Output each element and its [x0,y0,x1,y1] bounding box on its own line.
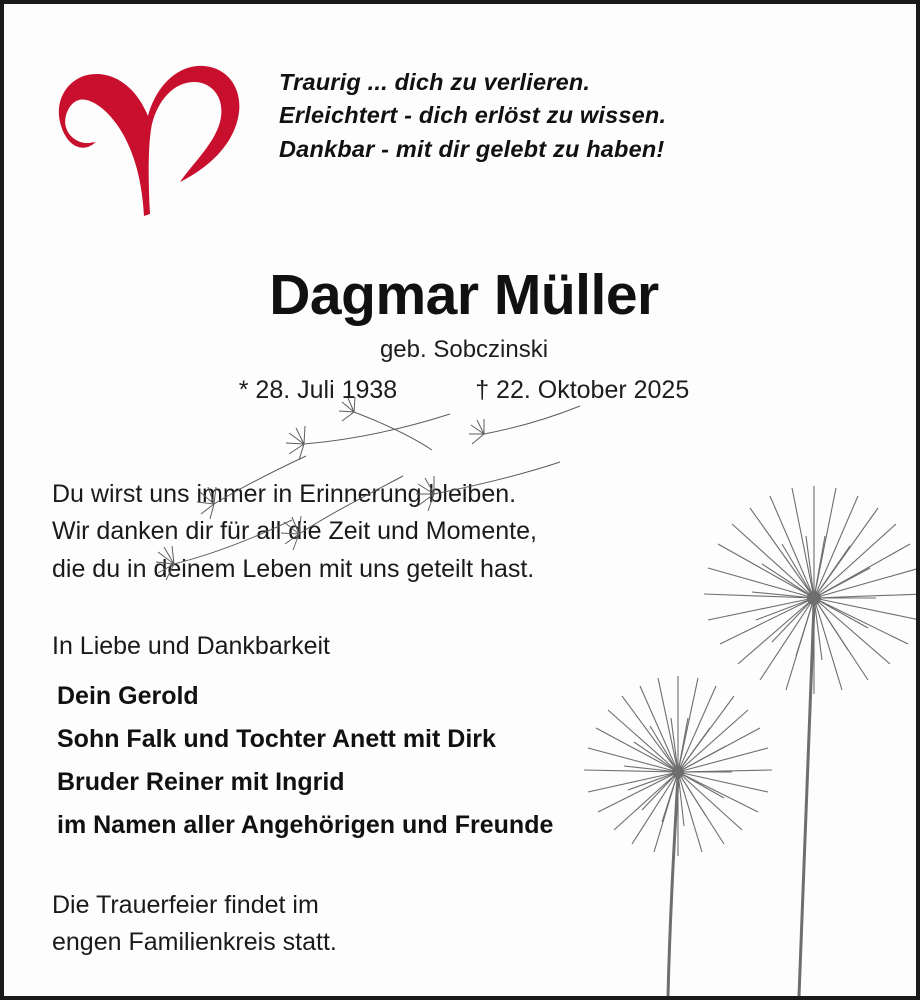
family-line: Dein Gerold [57,682,199,710]
birth-date: * 28. Juli 1938 [238,375,398,404]
ceremony-line-1: Die Trauerfeier findet im [52,891,319,919]
family-line: Bruder Reiner mit Ingrid [57,768,345,796]
death-date: † 22. Oktober 2025 [475,375,690,404]
heart-icon [38,30,248,225]
family-line: im Namen aller Angehörigen und Freunde [57,811,554,839]
deceased-name: Dagmar Müller [269,263,659,327]
motto-block [279,66,899,166]
motto-line-1: Traurig ... dich zu verlieren. [279,69,591,95]
family-line: Sohn Falk und Tochter Anett mit Dirk [57,725,496,753]
gratitude-intro: In Liebe und Dankbarkeit [52,631,330,660]
motto-line-3: Dankbar - mit dir gelebt zu haben! [279,135,665,162]
body-text [52,476,732,960]
family-list [52,675,732,847]
maiden-name: geb. Sobczinski [379,335,549,363]
motto-line-2: Erleichtert - dich erlöst zu wissen. [279,102,667,129]
obituary-inner [4,4,916,996]
ceremony-block [52,887,732,960]
memorial-line-3: die du in deinem Leben mit uns geteilt hast. [52,554,535,583]
name-block [4,263,920,405]
memorial-line-2: Wir danken dir für all die Zeit und Momente, [52,517,537,546]
ceremony-line-2: engen Familienkreis statt. [52,927,337,956]
memorial-line-1: Du wirst uns immer in Erinnerung bleiben. [52,480,517,508]
life-dates [4,376,920,405]
